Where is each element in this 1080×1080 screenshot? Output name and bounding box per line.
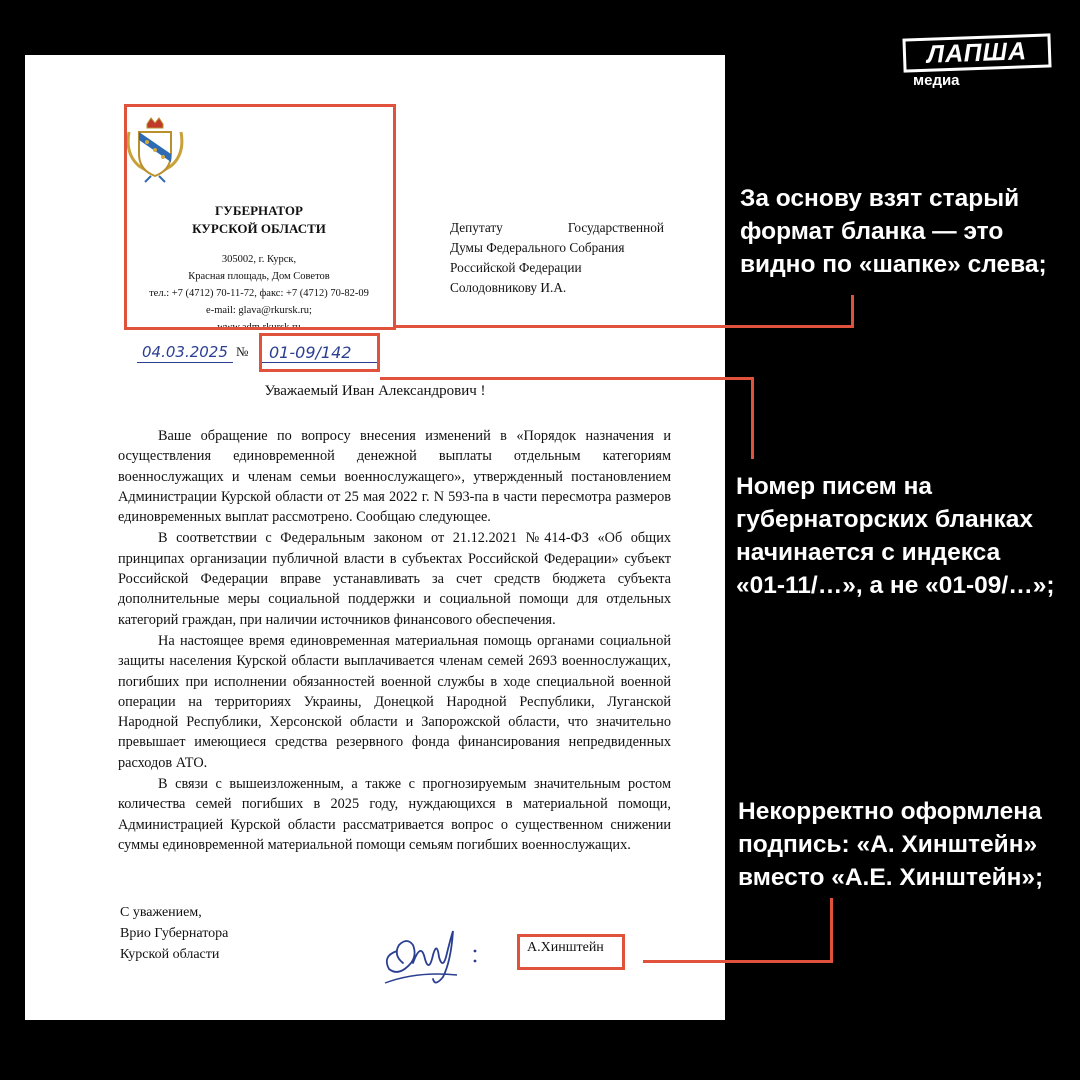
recipient-word: Депутату xyxy=(450,220,503,235)
letterhead-title-1: ГУБЕРНАТОР xyxy=(215,203,303,218)
annotation-line: формат бланка — это xyxy=(740,218,1004,245)
signer-highlight-frame xyxy=(517,934,625,970)
logo-frame xyxy=(902,33,1051,72)
connector-line-1-vertical xyxy=(851,295,854,328)
address-line: e-mail: glava@rkursk.ru; xyxy=(206,305,312,317)
body-paragraph: В соответствии с Федеральным законом от 21.12.2021 №414-ФЗ «Об общих принципах организации публичной власти в субъектах Российской Федерации» субъект Российской Федерации вправе устанавливать за счет средств бюджета субъекта дополнительные меры социальной поддержки и социальной помощи для отдельных категорий граждан, при наличии источников финансового обеспечения. xyxy=(118,530,671,628)
address-line: www.adm.rkursk.ru xyxy=(217,322,301,334)
closing-line: С уважением, xyxy=(120,905,202,920)
recipient-block xyxy=(450,218,664,298)
date-underline xyxy=(137,362,233,363)
address-line: тел.: +7 (4712) 70-11-72, факс: +7 (4712) 70-82-09 xyxy=(149,288,369,300)
annotation-line: подпись: «А. Хинштейн» xyxy=(738,831,1038,858)
recipient-line-3: Российской Федерации xyxy=(450,260,582,275)
address-line: Красная площадь, Дом Советов xyxy=(188,271,330,283)
number-highlight-frame xyxy=(259,333,380,372)
recipient-line-2: Думы Федерального Собрания xyxy=(450,240,625,255)
annotation-line: За основу взят старый xyxy=(740,185,1020,212)
connector-line-2-vertical xyxy=(751,377,754,459)
closing-line: Врио Губернатора xyxy=(120,926,229,941)
connector-line-2 xyxy=(380,377,754,380)
closing-block xyxy=(120,902,228,965)
body-paragraph: Ваше обращение по вопросу внесения изменений в «Порядок назначения и осуществления единовременной денежной выплаты отдельным категориям военнослужащих и членам семьи военнослужащего», утвержденный постановлением Администрации Курской области от 25 мая 2022 г. N 593-па в части пересмотра размеров единовременных выплат рассмотрено. Сообщаю следующее. xyxy=(118,428,671,526)
annotation-line: вместо «А.Е. Хинштейн»; xyxy=(738,864,1044,891)
handwritten-signature-icon xyxy=(377,911,487,991)
annotation-line: Некорректно оформлена xyxy=(738,798,1042,825)
closing-line: Курской области xyxy=(120,947,220,962)
connector-line-3-vertical xyxy=(830,898,833,963)
annotation-line: губернаторских бланках xyxy=(736,506,1033,533)
connector-line-3 xyxy=(643,960,833,963)
letter-body xyxy=(118,426,671,856)
letterhead-title-2: КУРСКОЙ ОБЛАСТИ xyxy=(192,220,326,236)
number-sign: № xyxy=(236,344,249,359)
annotation-letterhead xyxy=(740,182,1047,281)
letter-greeting: Уважаемый Иван Александрович ! xyxy=(264,383,486,399)
logo-word: ЛАПША xyxy=(926,36,1028,69)
lapsha-media-logo xyxy=(903,36,1053,96)
annotation-line: «01-11/…», а не «01-09/…»; xyxy=(736,572,1055,599)
recipient-word: Государственной xyxy=(567,220,664,235)
body-paragraph: В связи с вышеизложенным, а также с прогнозируемым значительным ростом количества семей погибших в 2025 году, нуждающихся в материальной помощи, Администрацией Курской области рассматривается вопрос о существенном снижении суммы единовременной материальной помощи семьям погибших военнослужащих. xyxy=(118,776,671,853)
recipient-line-1 xyxy=(450,218,664,238)
letterhead-highlight-frame xyxy=(124,104,396,330)
annotation-signature xyxy=(738,795,1043,894)
letter-date: 04.03.2025 xyxy=(142,343,228,361)
annotation-line: видно по «шапке» слева; xyxy=(740,251,1047,278)
annotation-number xyxy=(736,470,1055,602)
annotation-line: Номер писем на xyxy=(736,473,932,500)
annotation-line: начинается с индекса xyxy=(736,539,1001,566)
logo-subtitle: медиа xyxy=(913,72,960,89)
body-paragraph: На настоящее время единовременная материальная помощь органами социальной защиты населения Курской области выплачивается членам семей 2693 военнослужащих, погибших при исполнении обязанностей военной службы в ходе специальной военной операции на территориях Украины, Донецкой Народной Республики, Луганской Народной Республики, Херсонской области и Запорожской области, что значительно превышает имеющиеся средства резервного фонда финансирования непредвиденных расходов АТО. xyxy=(118,632,671,771)
letter-number: 01-09/142 xyxy=(269,343,352,362)
recipient-line-4: Солодовникову И.А. xyxy=(450,280,567,295)
signer-name: А.Хинштейн xyxy=(527,940,604,955)
connector-line-1 xyxy=(396,325,854,328)
address-line: 305002, г. Курск, xyxy=(221,254,297,266)
